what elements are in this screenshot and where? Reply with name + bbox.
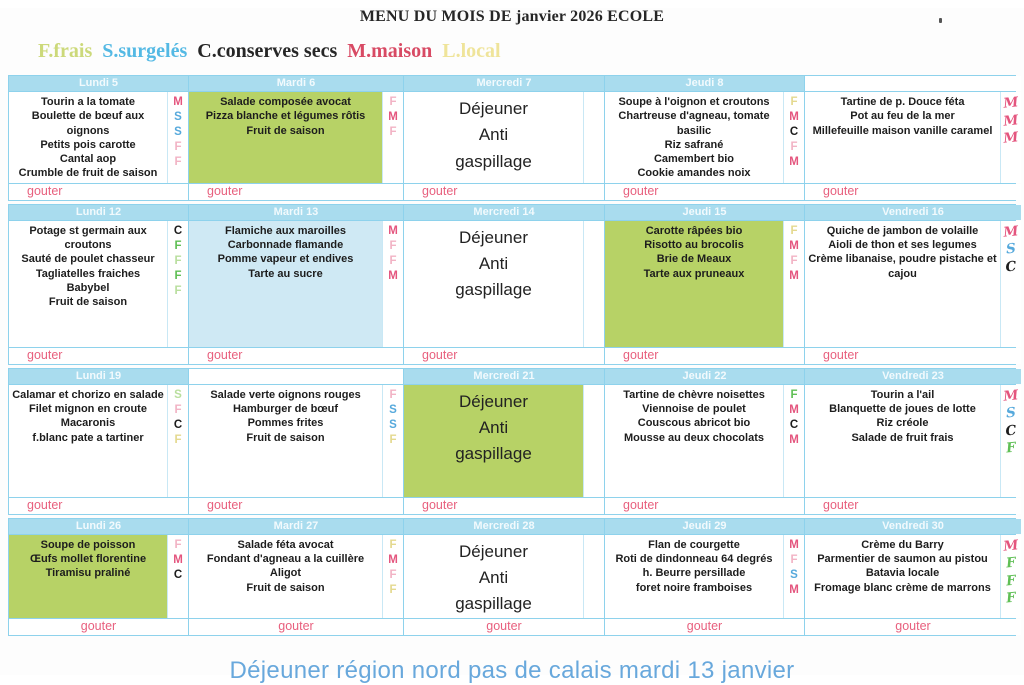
code-letter: S bbox=[790, 568, 798, 581]
code-letter: F bbox=[389, 568, 397, 581]
code-letter: M bbox=[1002, 537, 1020, 555]
code-letter: S bbox=[174, 110, 182, 123]
code-letter: F bbox=[790, 254, 798, 267]
day-header: Vendredi 23 bbox=[805, 369, 1021, 384]
day-header bbox=[805, 76, 1021, 91]
anti-gaspillage-line: Déjeuner bbox=[459, 99, 528, 118]
gouter-label: gouter bbox=[805, 498, 1021, 514]
menu-item: Chartreuse d'agneau, tomate basilic bbox=[618, 110, 770, 137]
codes-column bbox=[1000, 535, 1021, 618]
legend-item-1: F.frais bbox=[38, 40, 93, 62]
menu-item: Tarte aux pruneaux bbox=[643, 267, 745, 280]
day-cell bbox=[404, 221, 604, 347]
gouter-label: gouter bbox=[404, 619, 604, 635]
code-letter: F bbox=[389, 125, 397, 138]
codes-column bbox=[583, 92, 604, 183]
code-letter: F bbox=[389, 538, 397, 551]
code-letter: C bbox=[173, 568, 183, 581]
anti-gaspillage-line: Anti bbox=[478, 418, 509, 438]
week-block-1 bbox=[8, 75, 1020, 201]
menu-item: Filet mignon en croute bbox=[29, 403, 147, 416]
day-cell bbox=[605, 92, 804, 183]
anti-gaspillage-note bbox=[404, 221, 583, 347]
code-letter: S bbox=[174, 388, 182, 401]
code-letter: F bbox=[389, 583, 397, 596]
day-header bbox=[189, 369, 403, 384]
day-cell bbox=[805, 535, 1021, 618]
menu-item: Potage st germain aux croutons bbox=[29, 224, 147, 252]
code-letter: M bbox=[789, 403, 799, 416]
menu-items bbox=[9, 92, 167, 183]
menu-items bbox=[9, 221, 167, 347]
day-header: Jeudi 29 bbox=[605, 519, 804, 534]
codes-column bbox=[167, 535, 188, 618]
code-letter: M bbox=[789, 239, 799, 252]
code-letter: F bbox=[790, 224, 798, 237]
menu-item: Brie de Meaux bbox=[656, 253, 732, 266]
day-cell bbox=[189, 92, 403, 183]
menu-item: Macaronis bbox=[60, 417, 116, 430]
anti-gaspillage-line: Déjeuner bbox=[459, 541, 528, 561]
code-letter: M bbox=[789, 110, 799, 123]
code-letter: M bbox=[173, 553, 183, 566]
menu-item: Quiche de jambon de volaille bbox=[826, 224, 979, 237]
anti-gaspillage-note bbox=[404, 92, 583, 183]
gouter-label: gouter bbox=[805, 348, 1021, 364]
codes-column bbox=[1000, 221, 1021, 347]
code-letter: F bbox=[790, 140, 798, 153]
menu-item: Pomme vapeur et endives bbox=[217, 253, 354, 266]
anti-gaspillage-line: Anti bbox=[478, 568, 509, 588]
anti-gaspillage-line: gaspillage bbox=[455, 151, 532, 171]
code-letter: S bbox=[1005, 240, 1017, 258]
day-header: Jeudi 15 bbox=[605, 205, 804, 220]
day-header: Vendredi 16 bbox=[805, 205, 1021, 220]
page-title: MENU DU MOIS DE janvier 2026 ECOLE bbox=[359, 8, 665, 25]
codes-column bbox=[1000, 92, 1021, 183]
menu-item: Roti de dindonneau 64 degrés bbox=[615, 553, 773, 566]
menu-items bbox=[189, 92, 382, 183]
menu-item: Carbonnade flamande bbox=[227, 239, 344, 252]
menu-items bbox=[805, 385, 1000, 497]
day-cell bbox=[805, 92, 1021, 183]
day-cell bbox=[805, 385, 1021, 497]
gouter-label: gouter bbox=[404, 348, 604, 364]
day-cell bbox=[605, 221, 804, 347]
menu-table bbox=[8, 75, 1020, 636]
codes-column bbox=[167, 92, 188, 183]
menu-items bbox=[189, 221, 382, 347]
code-letter: M bbox=[1002, 94, 1020, 112]
day-cell bbox=[189, 221, 403, 347]
code-letter: F bbox=[174, 284, 182, 297]
menu-item: Carotte râpées bio bbox=[645, 224, 743, 237]
day-cell bbox=[9, 535, 188, 618]
menu-item: Aligot bbox=[269, 567, 302, 580]
code-letter: M bbox=[388, 224, 398, 237]
gouter-label: gouter bbox=[189, 348, 403, 364]
anti-gaspillage-note bbox=[404, 385, 583, 497]
menu-item: Viennoise de poulet bbox=[642, 403, 746, 416]
code-letter: S bbox=[389, 403, 397, 416]
menu-items bbox=[189, 535, 382, 618]
anti-gaspillage-line: Déjeuner bbox=[459, 227, 528, 247]
menu-item: Œufs mollet florentine bbox=[29, 553, 147, 566]
anti-gaspillage-line: gaspillage bbox=[455, 280, 532, 300]
code-letter: F bbox=[174, 254, 182, 267]
code-letter: M bbox=[1002, 129, 1020, 147]
day-header: Mercredi 28 bbox=[404, 519, 604, 534]
menu-item: Fruit de saison bbox=[246, 581, 325, 594]
week-block-3 bbox=[8, 368, 1020, 515]
gouter-label: gouter bbox=[189, 619, 403, 635]
legend-item-2: S.surgelés bbox=[102, 40, 188, 62]
code-letter: M bbox=[789, 538, 799, 551]
menu-item: Fromage blanc crème de marrons bbox=[814, 581, 991, 594]
code-letter: F bbox=[174, 140, 182, 153]
legend-item-3: C.conserves secs bbox=[197, 40, 338, 62]
menu-item: f.blanc pate a tartiner bbox=[32, 431, 144, 444]
code-letter: M bbox=[388, 553, 398, 566]
anti-gaspillage-line: Anti bbox=[478, 254, 509, 274]
gouter-label: gouter bbox=[404, 184, 604, 200]
menu-items bbox=[605, 92, 783, 183]
code-letter: C bbox=[173, 224, 183, 237]
day-cell bbox=[404, 92, 604, 183]
day-cell bbox=[404, 535, 604, 618]
day-header: Lundi 26 bbox=[9, 519, 188, 534]
code-letter: M bbox=[789, 155, 799, 168]
menu-item: Risotto au brocolis bbox=[644, 239, 744, 252]
menu-item: Flamiche aux maroilles bbox=[224, 224, 347, 237]
menu-item: Aioli de thon et ses legumes bbox=[828, 239, 977, 252]
codes-column bbox=[783, 385, 804, 497]
menu-items bbox=[9, 385, 167, 497]
menu-item: Tartine de chèvre noisettes bbox=[623, 388, 765, 401]
menu-item: Crème libanaise, poudre pistache et cajou bbox=[808, 253, 997, 280]
menu-item: Fruit de saison bbox=[246, 124, 325, 137]
menu-item: Mousse au deux chocolats bbox=[624, 431, 764, 444]
day-header: Jeudi 22 bbox=[605, 369, 804, 384]
codes-column bbox=[583, 385, 604, 497]
menu-item: Blanquette de joues de lotte bbox=[829, 403, 976, 416]
menu-items bbox=[805, 221, 1000, 347]
code-letter: C bbox=[1004, 258, 1018, 276]
menu-item: Pizza blanche et légumes rôtis bbox=[205, 110, 366, 123]
menu-item: Tarte au sucre bbox=[248, 267, 323, 280]
menu-items bbox=[189, 385, 382, 497]
code-letter: M bbox=[1002, 111, 1020, 130]
code-letter: F bbox=[1005, 589, 1017, 607]
code-letter: F bbox=[389, 239, 397, 252]
menu-item: Salade féta avocat bbox=[237, 538, 334, 551]
menu-item: Pot au feu de la mer bbox=[850, 110, 955, 123]
gouter-label: gouter bbox=[605, 184, 804, 200]
day-header: Lundi 5 bbox=[9, 76, 188, 91]
code-letter: M bbox=[789, 269, 799, 282]
code-letter: F bbox=[174, 239, 182, 252]
menu-item: Babybel bbox=[66, 281, 110, 294]
menu-item: Fruit de saison bbox=[246, 431, 325, 444]
menu-item: Tourin a la tomate bbox=[41, 96, 135, 108]
legend-item-4: M.maison bbox=[347, 40, 433, 62]
menu-item: Pommes frites bbox=[247, 417, 324, 430]
gouter-label: gouter bbox=[9, 184, 188, 200]
gouter-label: gouter bbox=[9, 498, 188, 514]
code-letter: F bbox=[174, 433, 182, 446]
code-letter: S bbox=[1005, 404, 1017, 422]
code-letter: F bbox=[174, 155, 182, 168]
scan-mark bbox=[939, 18, 942, 23]
menu-item: Flan de courgette bbox=[648, 538, 740, 551]
code-letter: F bbox=[389, 96, 397, 108]
anti-gaspillage-line: gaspillage bbox=[455, 594, 532, 614]
day-cell bbox=[189, 385, 403, 497]
gouter-label: gouter bbox=[189, 498, 403, 514]
code-letter: C bbox=[1004, 422, 1018, 440]
day-cell bbox=[605, 385, 804, 497]
anti-gaspillage-line: Déjeuner bbox=[459, 391, 528, 411]
week-block-4 bbox=[8, 518, 1020, 636]
code-letter: F bbox=[790, 388, 798, 401]
menu-item: Tartine de p. Douce féta bbox=[840, 96, 965, 108]
menu-item: Soupe à l'oignon et croutons bbox=[618, 96, 770, 108]
day-cell bbox=[404, 385, 604, 497]
gouter-label: gouter bbox=[189, 184, 403, 200]
code-letter: C bbox=[789, 125, 799, 138]
code-letter: F bbox=[174, 403, 182, 416]
code-letter: F bbox=[174, 269, 182, 282]
menu-item: Hamburger de bœuf bbox=[232, 403, 339, 416]
code-letter: M bbox=[789, 583, 799, 596]
menu-item: Camembert bio bbox=[653, 153, 735, 166]
day-cell bbox=[9, 92, 188, 183]
day-header: Lundi 19 bbox=[9, 369, 188, 384]
menu-item: Sauté de poulet chasseur bbox=[21, 253, 155, 266]
menu-item: Crumble de fruit de saison bbox=[18, 167, 158, 180]
code-letter: F bbox=[1005, 572, 1017, 590]
code-letter: F bbox=[389, 388, 397, 401]
menu-item: Crème du Barry bbox=[861, 538, 944, 551]
menu-item: Tiramisu praliné bbox=[45, 567, 131, 580]
anti-gaspillage-line: gaspillage bbox=[455, 444, 532, 464]
legend bbox=[38, 40, 1024, 63]
day-header: Vendredi 30 bbox=[805, 519, 1021, 534]
menu-item: Parmentier de saumon au pistou bbox=[817, 553, 988, 566]
menu-item: Salade de fruit frais bbox=[851, 431, 954, 444]
code-letter: S bbox=[389, 418, 397, 431]
code-letter: F bbox=[1005, 439, 1017, 457]
day-cell bbox=[9, 385, 188, 497]
code-letter: F bbox=[174, 538, 182, 551]
menu-items bbox=[605, 221, 783, 347]
gouter-label: gouter bbox=[805, 619, 1021, 635]
anti-gaspillage-line: Anti bbox=[478, 125, 509, 145]
codes-column bbox=[783, 221, 804, 347]
code-letter: M bbox=[1002, 387, 1020, 405]
day-cell bbox=[189, 535, 403, 618]
menu-item: Tourin a l'ail bbox=[870, 388, 935, 401]
legend-item-5: L.local bbox=[442, 40, 501, 62]
week-block-2 bbox=[8, 204, 1020, 365]
codes-column bbox=[382, 535, 403, 618]
menu-item: Soupe de poisson bbox=[40, 538, 136, 551]
code-letter: F bbox=[790, 553, 798, 566]
menu-items bbox=[605, 535, 783, 618]
menu-item: Boulette de bœuf aux oignons bbox=[31, 110, 145, 137]
gouter-label: gouter bbox=[805, 184, 1021, 200]
code-letter: M bbox=[1002, 223, 1020, 241]
menu-item: h. Beurre persillade bbox=[642, 567, 746, 580]
codes-column bbox=[167, 385, 188, 497]
gouter-label: gouter bbox=[9, 348, 188, 364]
codes-column bbox=[382, 92, 403, 183]
menu-item: Millefeuille maison vanille caramel bbox=[812, 124, 993, 137]
day-header: Mardi 6 bbox=[189, 76, 403, 91]
menu-item: Salade composée avocat bbox=[220, 96, 351, 108]
gouter-label: gouter bbox=[605, 348, 804, 364]
menu-items bbox=[605, 385, 783, 497]
day-header: Lundi 12 bbox=[9, 205, 188, 220]
day-header: Mercredi 7 bbox=[404, 76, 604, 91]
codes-column bbox=[167, 221, 188, 347]
day-header: Jeudi 8 bbox=[605, 76, 804, 91]
menu-item: Batavia locale bbox=[865, 567, 940, 580]
menu-items bbox=[9, 535, 167, 618]
footer-note: Déjeuner région nord pas de calais mardi 13 janvier bbox=[229, 656, 795, 684]
gouter-label: gouter bbox=[9, 619, 188, 635]
menu-item: Fondant d'agneau a la cuillère bbox=[206, 553, 365, 566]
code-letter: C bbox=[789, 418, 799, 431]
menu-item: Cookie amandes noix bbox=[637, 167, 751, 180]
day-cell bbox=[805, 221, 1021, 347]
code-letter: F bbox=[790, 96, 798, 108]
day-header: Mercredi 14 bbox=[404, 205, 604, 220]
codes-column bbox=[583, 535, 604, 618]
menu-item: foret noire framboises bbox=[635, 581, 753, 594]
gouter-label: gouter bbox=[404, 498, 604, 514]
menu-item: Salade verte oignons rouges bbox=[210, 388, 361, 401]
code-letter: S bbox=[174, 125, 182, 138]
gouter-label: gouter bbox=[605, 498, 804, 514]
anti-gaspillage-note bbox=[404, 535, 583, 618]
code-letter: F bbox=[389, 433, 397, 446]
menu-item: Tagliatelles fraiches bbox=[35, 267, 141, 280]
menu-items bbox=[805, 92, 1000, 183]
menu-item: Cantal aop bbox=[59, 153, 117, 166]
day-header: Mercredi 21 bbox=[404, 369, 604, 384]
code-letter: M bbox=[789, 433, 799, 446]
menu-items bbox=[805, 535, 1000, 618]
code-letter: M bbox=[388, 110, 398, 123]
codes-column bbox=[1000, 385, 1021, 497]
code-letter: M bbox=[388, 269, 398, 282]
day-cell bbox=[605, 535, 804, 618]
menu-item: Riz créole bbox=[876, 417, 929, 430]
code-letter: C bbox=[173, 418, 183, 431]
menu-item: Calamar et chorizo en salade bbox=[12, 388, 164, 401]
codes-column bbox=[382, 221, 403, 347]
codes-column bbox=[382, 385, 403, 497]
gouter-label: gouter bbox=[605, 619, 804, 635]
day-header: Mardi 27 bbox=[189, 519, 403, 534]
codes-column bbox=[783, 535, 804, 618]
menu-item: Fruit de saison bbox=[48, 296, 128, 309]
codes-column bbox=[783, 92, 804, 183]
codes-column bbox=[583, 221, 604, 347]
code-letter: F bbox=[389, 254, 397, 267]
menu-item: Petits pois carotte bbox=[40, 138, 136, 151]
menu-item: Couscous abricot bio bbox=[637, 417, 751, 430]
menu-item: Riz safrané bbox=[664, 138, 724, 151]
code-letter: F bbox=[1005, 554, 1017, 572]
day-header: Mardi 13 bbox=[189, 205, 403, 220]
day-cell bbox=[9, 221, 188, 347]
code-letter: M bbox=[173, 96, 183, 108]
